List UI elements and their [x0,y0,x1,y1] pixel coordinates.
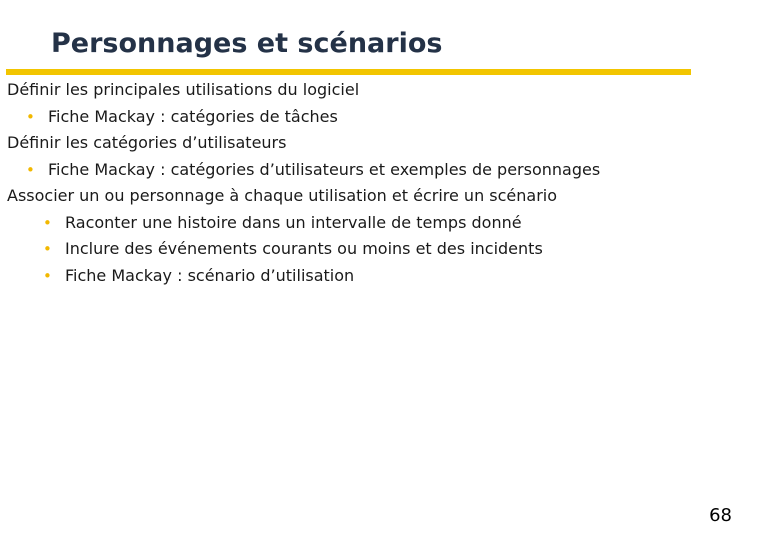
list-item [7,130,600,157]
bullet-icon: • [26,160,35,179]
list-item-text: Associer un ou personnage à chaque utilisation et écrire un scénario [7,186,558,205]
bullet-icon: • [26,107,35,126]
list-item-text: Définir les catégories d’utilisateurs [7,133,287,152]
sub-list-item [7,157,600,184]
list-item-text: Fiche Mackay : scénario d’utilisation [65,265,355,285]
page-number: 68 [709,505,732,526]
bullet-list [7,77,600,289]
list-item-text: Définir les principales utilisations du logiciel [7,80,360,99]
sub-list-item [7,263,600,290]
list-item-text: Fiche Mackay : catégories de tâches [48,106,338,126]
sub-list-item [7,210,600,237]
bullet-icon: • [43,266,52,285]
bullet-icon: • [43,240,52,258]
list-item-text: Fiche Mackay : catégories d’utilisateurs et exemples de personnages [48,159,601,179]
sub-list-item [7,104,600,131]
slide-title: Personnages et scénarios [51,28,443,59]
list-item [7,77,600,104]
title-underline [6,69,691,75]
bullet-icon: • [43,213,52,232]
list-item-text: Inclure des événements courants ou moins et des incidents [65,239,543,258]
list-item [7,183,600,210]
sub-list-item [7,236,600,263]
list-item-text: Raconter une histoire dans un intervalle de temps donné [65,212,522,232]
